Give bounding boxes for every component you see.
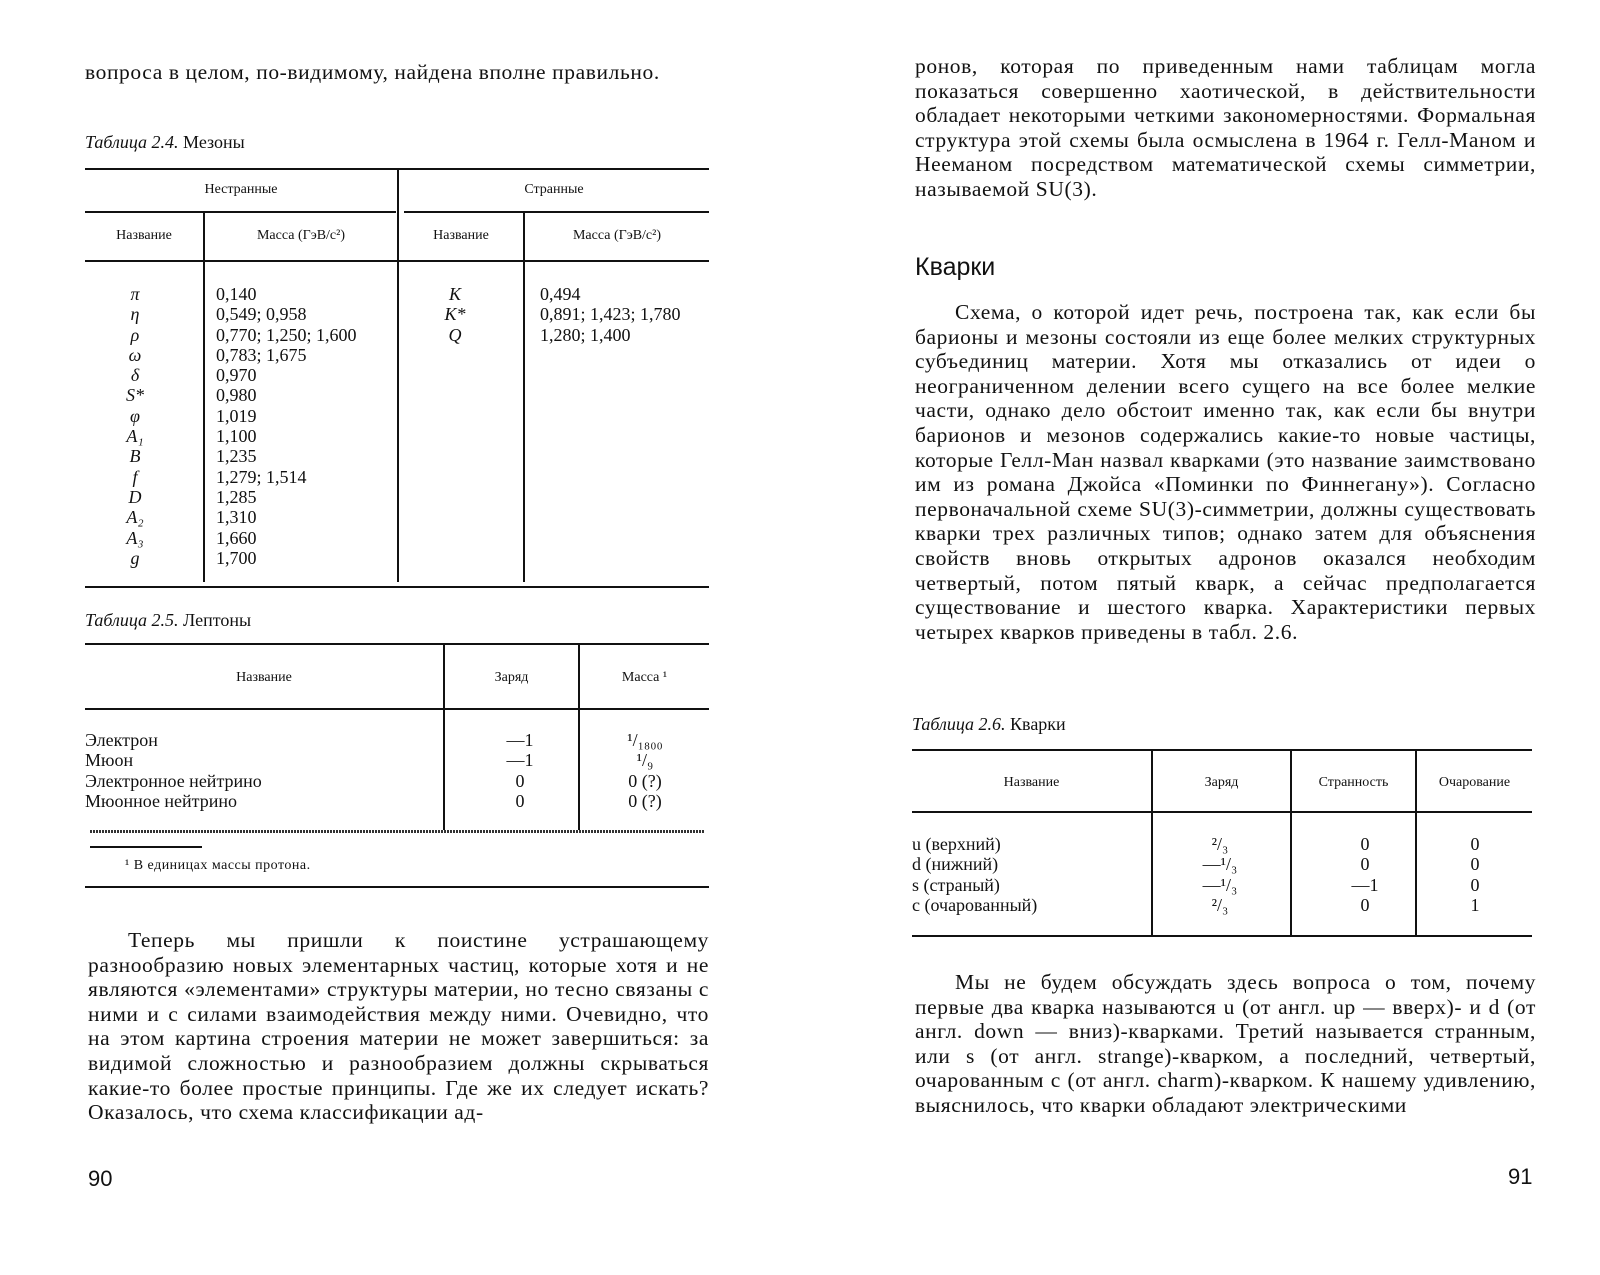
table-2-5-footnote-bottom-rule	[85, 886, 709, 888]
right-top-paragraph: ронов, которая по приведенным нами таблицам могла показаться совершенно хаотической, в действительности обладает некоторыми четкими закономерностями. Формальная структура этой схемы была осмыслена в 1964 г. Гелл-Маном и Нееманом посредством математической схемы симметрии, называемой SU(3).	[915, 54, 1536, 201]
table-2-6-charges: ²/₃ —¹/₃ —¹/₃ ²/₃	[1202, 834, 1238, 915]
table-2-6-label: Таблица 2.6.	[912, 714, 1006, 734]
table-2-6-col-charge: Заряд	[1204, 775, 1239, 790]
table-2-4-bottom-rule	[85, 586, 709, 588]
table-2-4-strange-masses: 0,494 0,891; 1,423; 1,780 1,280; 1,400	[540, 284, 681, 345]
table-2-4-group-strange: Странные	[524, 182, 584, 197]
table-2-5-title: Лептоны	[183, 610, 252, 630]
table-2-5-caption	[85, 610, 251, 631]
table-2-6-strangeness: 0 0 —1 0	[1351, 834, 1379, 915]
table-2-4-nonstrange-masses: 0,140 0,549; 0,958 0,770; 1,250; 1,600 0,783; 1,675 0,970 0,980 1,019 1,100 1,235 1,279; 1,514 1,285 1,310 1,660 1,700	[216, 284, 357, 568]
table-2-6-col-charm: Очарование	[1438, 775, 1511, 790]
table-2-6-names: u (верхний) d (нижний) s (страный) c (очарованный)	[912, 834, 1038, 915]
table-2-4-col-mass-1: Масса (ГэВ/c²)	[256, 228, 346, 243]
table-2-4-strange-names: K K* Q	[444, 284, 466, 345]
table-2-5-top-rule	[85, 643, 709, 645]
table-2-5-col-charge: Заряд	[494, 670, 529, 685]
table-2-4-col-mass-2: Масса (ГэВ/c²)	[572, 228, 662, 243]
table-2-4-col-name-2: Название	[433, 228, 489, 243]
left-top-paragraph: вопроса в целом, по-видимому, найдена вполне правильно.	[85, 60, 660, 84]
table-2-5-header-rule	[85, 708, 709, 710]
table-2-4-col-divider-2	[523, 212, 525, 582]
table-2-6-caption	[912, 714, 1066, 735]
left-page-number: 90	[88, 1166, 113, 1191]
table-2-6-col-name: Название	[1003, 775, 1060, 790]
table-2-6-charm: 0 0 0 1	[1470, 834, 1480, 915]
table-2-5-names: Электрон Мюон Электронное нейтрино Мюонное нейтрино	[85, 730, 262, 811]
table-2-6-title: Кварки	[1010, 714, 1066, 734]
table-2-4-caption	[85, 132, 245, 153]
table-2-4-nonstrange-names: π η ρ ω δ S* φ A₁ B f D A₂ A₃ g	[126, 284, 144, 568]
right-section-paragraph: Схема, о которой идет речь, построена так, как если бы барионы и мезоны состояли из еще более мелких структурных субъединиц материи. Хотя мы отказались от идеи о неограниченном делении всего сущего на все более мелкие части, однако дело обстоит именно так, как если бы внутри барионов и мезонов содержались какие-то новые частицы, которые Гелл-Ман назвал кварками (это название заимствовано им из романа Джойса «Поминки по Финнегану»). Согласно первоначальной схеме SU(3)-симметрии, должны существовать кварки трех различных типов; однако затем для объяснения свойств вновь открытых адронов оказался необходим четвертый, потом пятый кварк, а сейчас предполагается существование и шестого кварка. Характеристики первых четырех кварков приведены в табл. 2.6.	[915, 300, 1536, 644]
table-2-4-label: Таблица 2.4.	[85, 132, 179, 152]
table-2-4-col-name-1: Название	[116, 228, 172, 243]
table-2-5-footnote-rule	[90, 846, 202, 848]
table-2-4-subheader-rule-right	[404, 211, 709, 213]
table-2-4-header-rule	[85, 260, 709, 262]
right-page-number: 91	[1508, 1164, 1533, 1189]
table-2-6-header-rule	[912, 811, 1532, 813]
table-2-5-bottom-rule	[90, 830, 705, 833]
table-2-5-masses: ¹/₁₈₀₀ ¹/₉ 0 (?) 0 (?)	[627, 730, 663, 811]
section-heading-quarks: Кварки	[915, 253, 996, 281]
table-2-6-bottom-rule	[912, 935, 1532, 937]
right-page	[800, 0, 1600, 1275]
table-2-5-label: Таблица 2.5.	[85, 610, 179, 630]
table-2-5-charges: —1 —1 0 0	[506, 730, 534, 811]
table-2-4-group-nonstrange: Нестранные	[204, 182, 278, 197]
table-2-4-title: Мезоны	[183, 132, 245, 152]
table-2-5-col-name: Название	[236, 670, 292, 685]
table-2-5-footnote: ¹ В единицах массы протона.	[125, 858, 311, 873]
right-bottom-paragraph: Мы не будем обсуждать здесь вопроса о том, почему первые два кварка называются u (от англ. up — вверх)- и d (от англ. down — вниз)-кварками. Третий называется странным, или s (от англ. strange)-кварком, а последний, четвертый, очарованным c (от англ. charm)-кварком. К нашему удивлению, выяснилось, что кварки обладают электрическими	[915, 970, 1536, 1117]
table-2-6-col-strangeness: Странность	[1318, 775, 1389, 790]
table-2-4-subheader-rule-left	[85, 211, 396, 213]
table-2-6-top-rule	[912, 749, 1532, 751]
left-body-paragraph: Теперь мы пришли к поистине устрашающему разнообразию новых элементарных частиц, которые хотя и не являются «элементами» структуры материи, но тесно связаны с ними и с силами взаимодействия между ними. Очевидно, что на этом картина строения материи не может завершиться: за видимой сложностью и разнообразием должны скрываться какие-то более простые принципы. Где же их следует искать? Оказалось, что схема классификации ад-	[88, 928, 709, 1125]
table-2-4-col-divider-1	[203, 212, 205, 582]
table-2-5-col-mass: Масса ¹	[621, 670, 668, 685]
